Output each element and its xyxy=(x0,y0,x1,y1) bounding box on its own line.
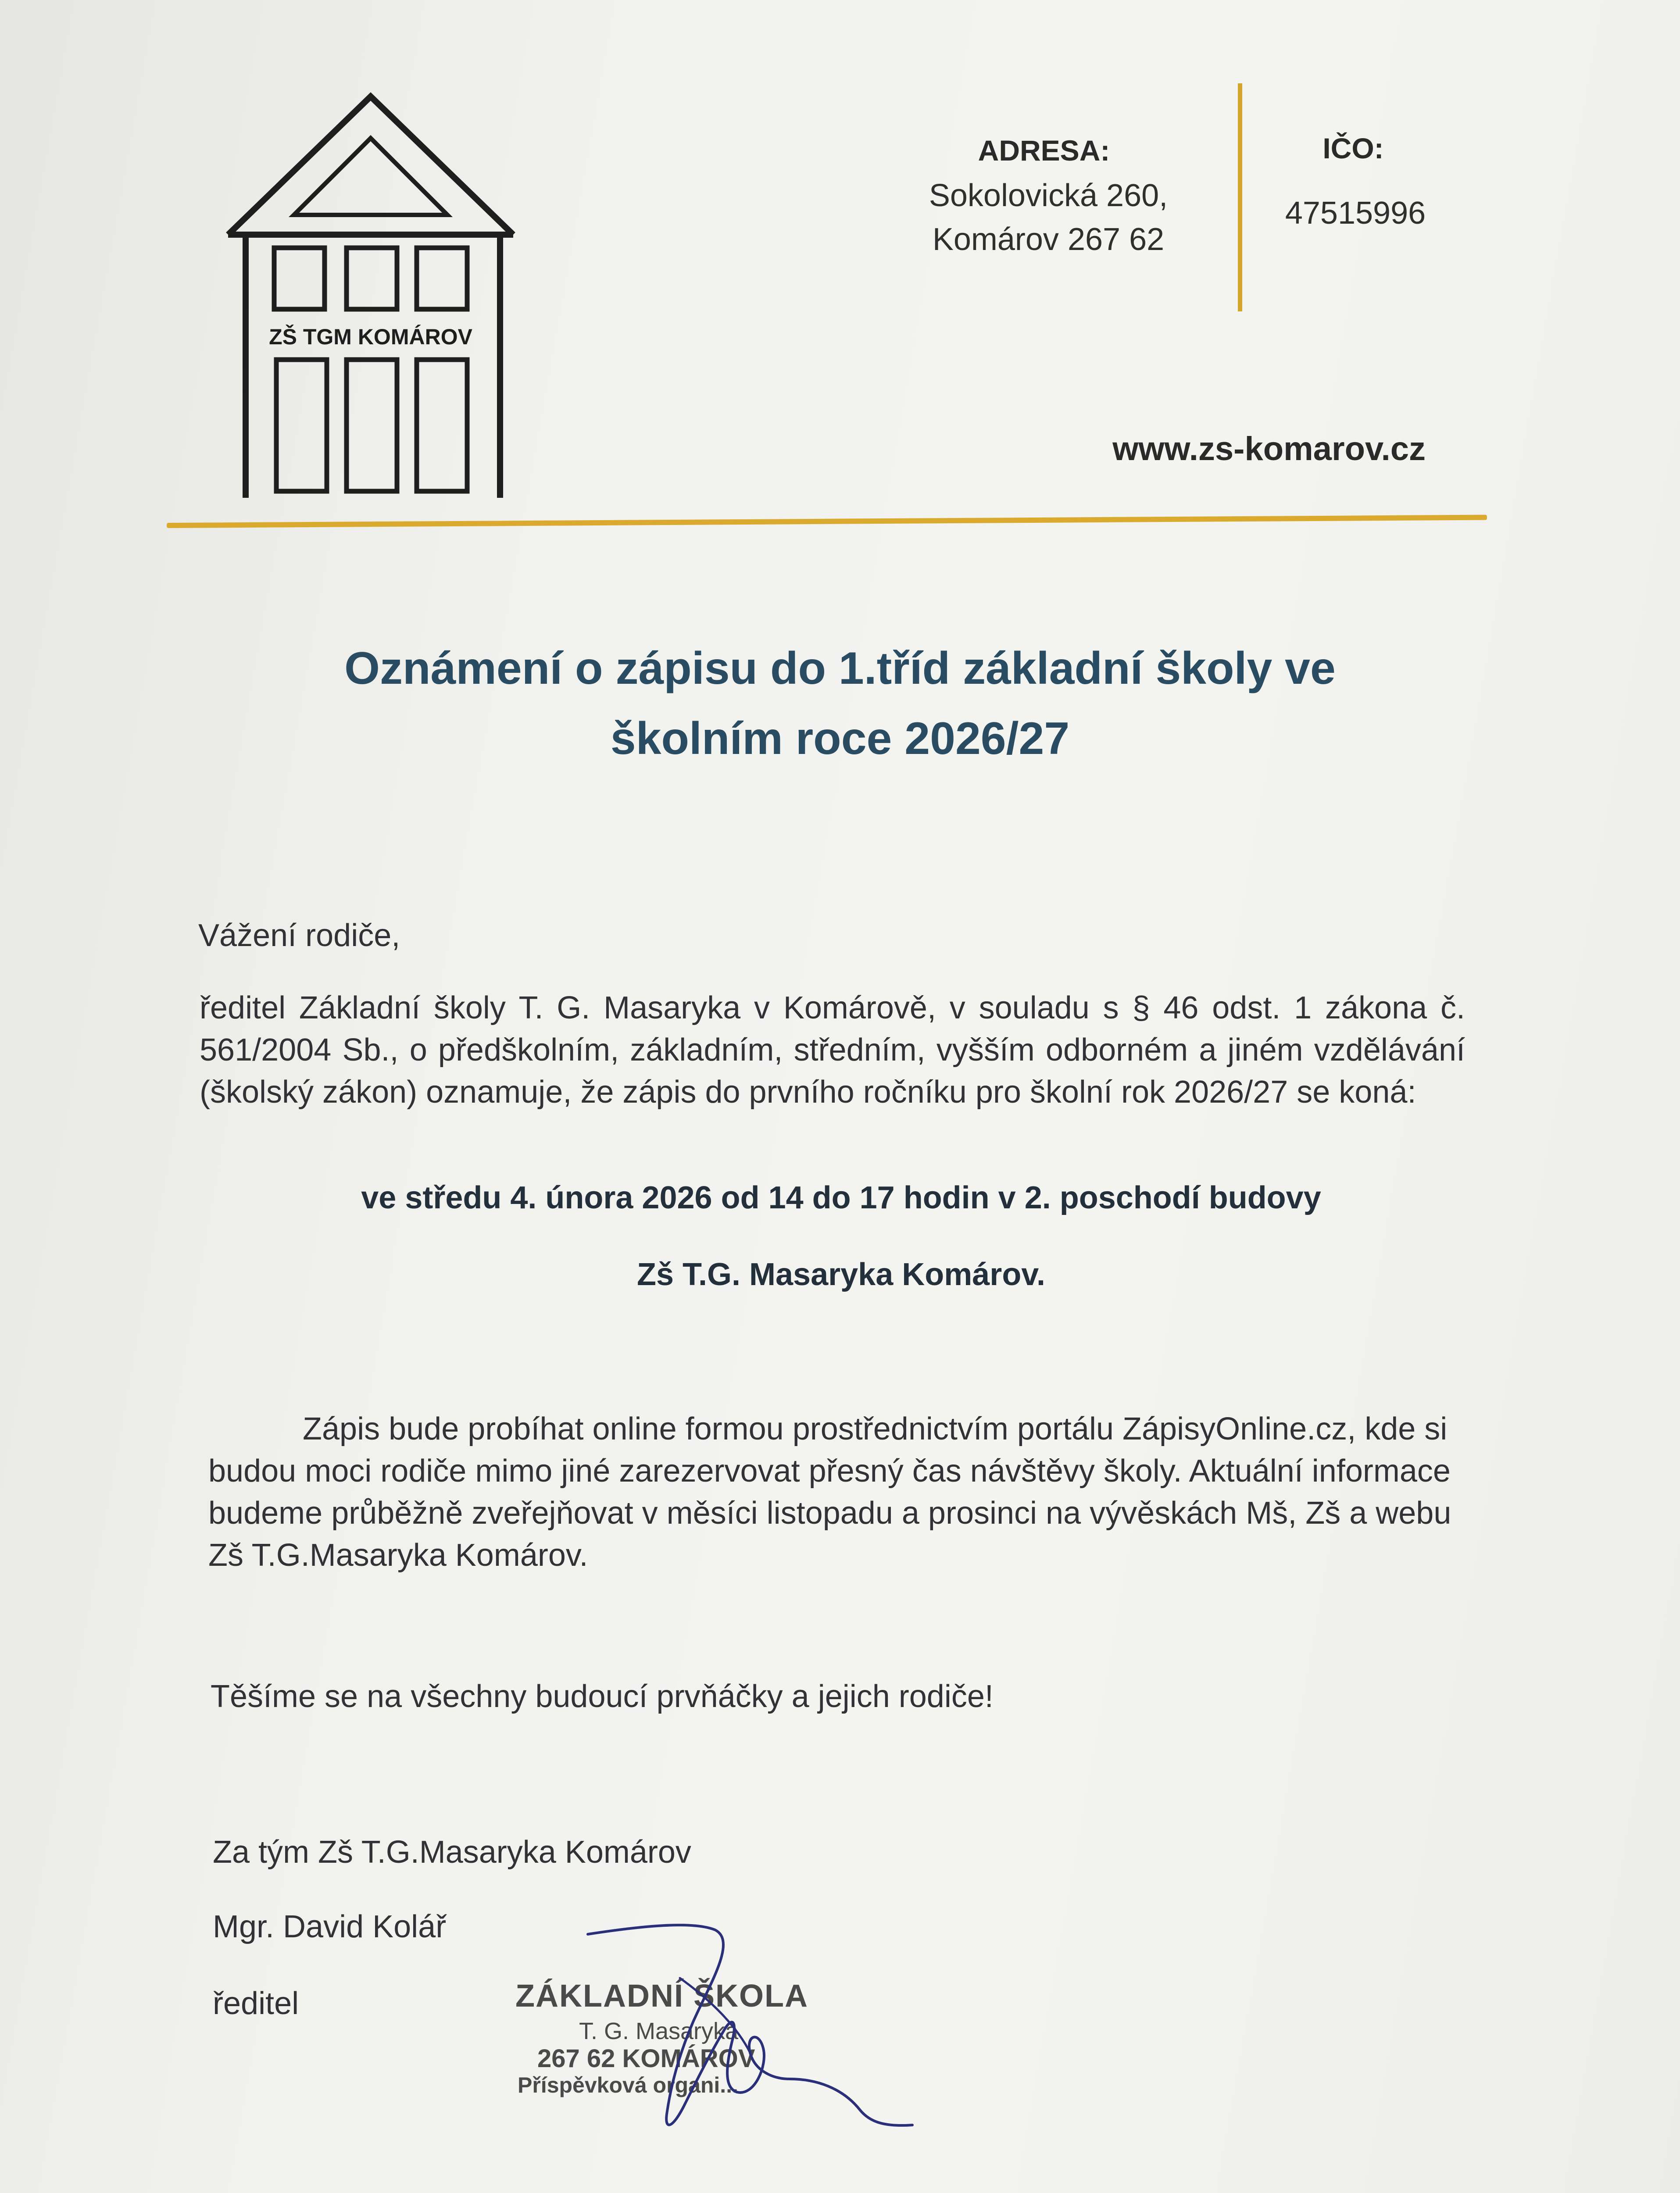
stamp-line-2: T. G. Masaryka xyxy=(579,2018,739,2044)
online-info-paragraph: Zápis bude probíhat online formou prostřednictvím portálu ZápisyOnline.cz, kde si budou moci rodiče mimo jiné zarezervovat přesný čas návštěvy školy. Aktuální informace budeme průběžně zveřejňovat v měsíci listopadu a prosinci na vývěskách Mš, Zš a webu Zš T.G.Masaryka Komárov. xyxy=(208,1411,1451,1573)
document-title-line-1: Oznámení o zápisu do 1.tříd základní školy ve xyxy=(344,643,1336,694)
stamp-line-4: Příspěvková organi... xyxy=(518,2073,738,2097)
school-logo xyxy=(219,88,526,509)
header-divider xyxy=(1238,83,1242,311)
logo-text: ZŠ TGM KOMÁROV xyxy=(269,325,472,349)
ico-label: IČO: xyxy=(1323,132,1384,164)
stamp-line-3: 267 62 KOMÁROV xyxy=(537,2044,755,2073)
enrollment-location: Zš T.G. Masaryka Komárov. xyxy=(636,1257,1046,1292)
address-line-1: Sokolovická 260, xyxy=(929,178,1168,213)
announcement-paragraph: ředitel Základní školy T. G. Masaryka v Komárově, v souladu s § 46 odst. 1 zákona č. 561/2004 Sb., o předškolním, základním, středním, vyšším odborném a jiném vzdělávání (školský zákon) oznamuje, že zápis do prvního ročníku pro školní rok 2026/27 se koná: xyxy=(200,990,1465,1110)
document-title-line-2: školním roce 2026/27 xyxy=(610,713,1070,764)
stamp-line-1: ZÁKLADNÍ ŠKOLA xyxy=(515,1979,808,2014)
signature-role: ředitel xyxy=(213,1986,299,2021)
ico-value: 47515996 xyxy=(1285,196,1426,231)
signature-name: Mgr. David Kolář xyxy=(213,1909,447,1944)
signature-team: Za tým Zš T.G.Masaryka Komárov xyxy=(213,1835,691,1870)
website-link[interactable]: www.zs-komarov.cz xyxy=(1112,430,1426,468)
closing-line: Těšíme se na všechny budoucí prvňáčky a jejich rodiče! xyxy=(211,1679,994,1714)
address-label: ADRESA: xyxy=(978,134,1110,167)
handwritten-signature xyxy=(579,1921,974,2149)
enrollment-date: ve středu 4. února 2026 od 14 do 17 hodin v 2. poschodí budovy xyxy=(361,1180,1321,1215)
header-rule xyxy=(167,515,1487,528)
salutation: Vážení rodiče, xyxy=(198,918,400,953)
address-line-2: Komárov 267 62 xyxy=(932,222,1165,257)
